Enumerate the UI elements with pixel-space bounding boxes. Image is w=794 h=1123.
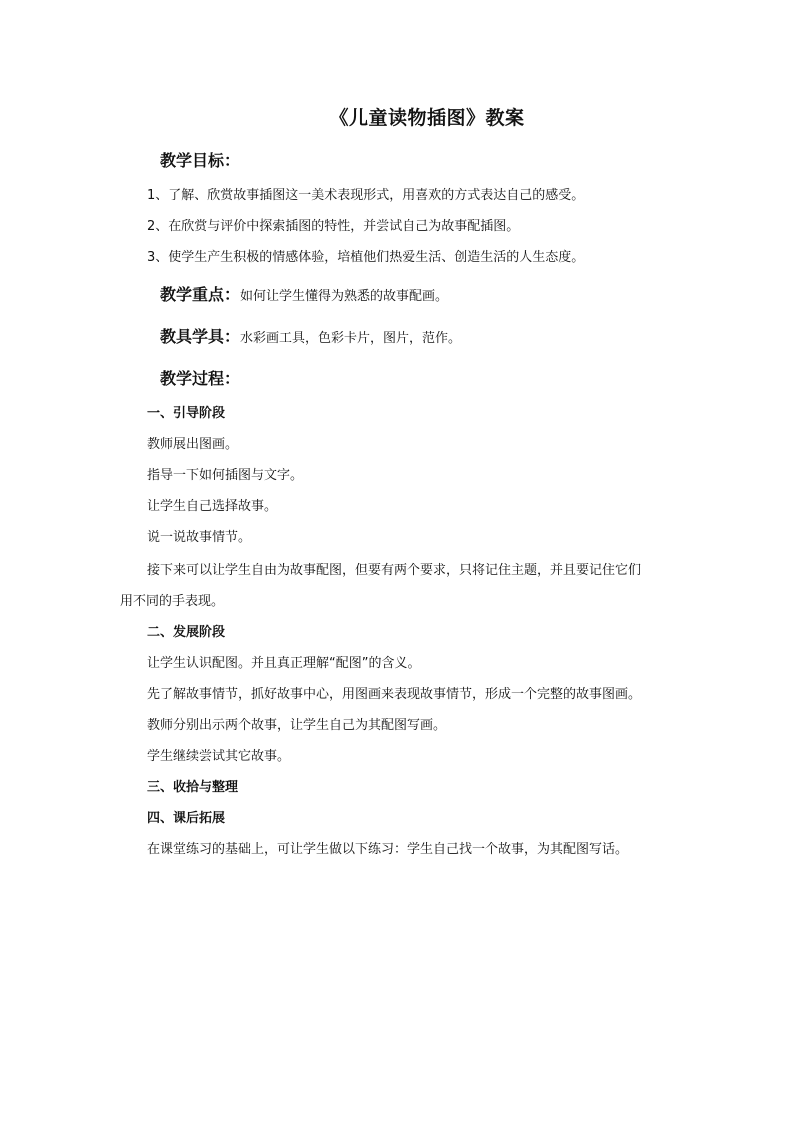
section-1-line-4: 说一说故事情节。	[147, 530, 252, 545]
objective-item-3: 3、使学生产生积极的情感体验，培植他们热爱生活、创造生活的人生态度。	[147, 250, 585, 265]
section-title-3: 三、收拾与整理	[147, 780, 239, 795]
process-heading-row	[160, 368, 240, 390]
materials-text: 水彩画工具，色彩卡片，图片，范作。	[240, 331, 462, 346]
section-1-line-5: 接下来可以让学生自由为故事配图，但要有两个要求，只将记住主题，并且要记住它们	[147, 563, 642, 578]
materials-heading: 教具学具：	[160, 327, 241, 346]
document-title: 《儿童读物插图》教案	[329, 107, 525, 129]
materials-row	[160, 326, 461, 350]
section-2-line-4: 学生继续尝试其它故事。	[147, 749, 291, 764]
section-title-2: 二、发展阶段	[147, 625, 226, 640]
section-title-1: 一、引导阶段	[147, 406, 226, 421]
section-title-4: 四、课后拓展	[147, 811, 226, 826]
section-1-line-2: 指导一下如何插图与文字。	[147, 468, 304, 483]
section-1-line-3: 让学生自己选择故事。	[147, 499, 278, 514]
objectives-heading: 教学目标：	[160, 151, 241, 170]
key-point-row	[160, 284, 448, 308]
key-point-text: 如何让学生懂得为熟悉的故事配画。	[240, 289, 449, 304]
section-2-line-2: 先了解故事情节，抓好故事中心，用图画来表现故事情节，形成一个完整的故事图画。	[147, 687, 642, 702]
objectives-heading-row	[160, 150, 240, 172]
process-heading: 教学过程：	[160, 369, 241, 388]
objective-item-2: 2、在欣赏与评价中探索插图的特性，并尝试自己为故事配插图。	[147, 219, 520, 234]
section-4-line-1: 在课堂练习的基础上，可让学生做以下练习：学生自己找一个故事，为其配图写话。	[147, 842, 629, 857]
section-2-line-1: 让学生认识配图。并且真正理解“配图”的含义。	[147, 656, 421, 671]
section-1-line-1: 教师展出图画。	[147, 437, 239, 452]
section-1-line-6: 用不同的手表现。	[120, 594, 225, 609]
key-point-heading: 教学重点：	[160, 285, 241, 304]
section-2-line-3: 教师分别出示两个故事，让学生自己为其配图写画。	[147, 718, 447, 733]
objective-item-1: 1、了解、欣赏故事插图这一美术表现形式，用喜欢的方式表达自己的感受。	[147, 188, 585, 203]
